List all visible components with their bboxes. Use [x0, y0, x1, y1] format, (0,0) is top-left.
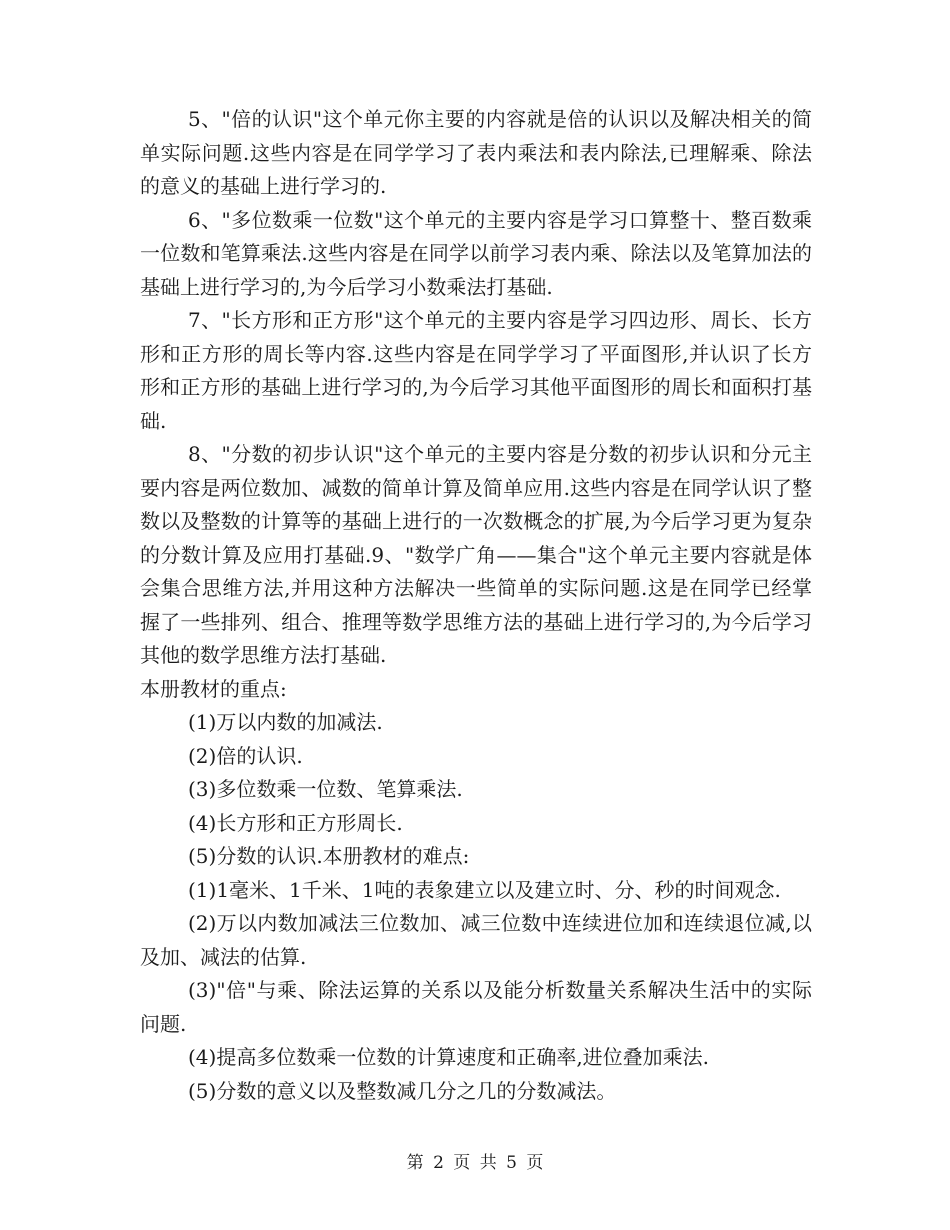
difficulty-item: (3)"倍"与乘、除法运算的关系以及能分析数量关系解决生活中的实际问题.: [140, 978, 812, 1036]
paragraph-5: 5、"倍的认识"这个单元你主要的内容就是倍的认识以及解决相关的简单实际问题.这些内容是在同学学习了表内乘法和表内除法,已理解乘、除法的意义的基础上进行学习的.: [140, 107, 812, 198]
focus-heading: 本册教材的重点:: [140, 676, 287, 701]
paragraph-7: 7、"长方形和正方形"这个单元的主要内容是学习四边形、周长、长方形和正方形的周长等内容.这些内容是在同学学习了平面图形,并认识了长方形和正方形的基础上进行学习的,为今后学习其他平面图形的周长和面积打基础.: [140, 308, 812, 433]
focus-item: (4)长方形和正方形周长.: [188, 810, 403, 835]
paragraph-8: 8、"分数的初步认识"这个单元的主要内容是分数的初步认识和分元主要内容是两位数加、减数的简单计算及简单应用.这些内容是在同学认识了整数以及整数的计算等的基础上进行的一次数概念的扩展,为今后学习更为复杂的分数计算及应用打基础.9、"数学广角——集合"这个单元主要内容就是体会集合思维方法,并用这种方法解决一些简单的实际问题.这是在同学已经掌握了一些排列、组合、推理等数学思维方法的基础上进行学习的,为今后学习其他的数学思维方法打基础.: [140, 442, 812, 667]
difficulty-item: (1)1毫米、1千米、1吨的表象建立以及建立时、分、秒的时间观念.: [188, 877, 781, 902]
paragraph-6: 6、"多位数乘一位数"这个单元的主要内容是学习口算整十、整百数乘一位数和笔算乘法.这些内容是在同学以前学习表内乘、除法以及笔算加法的基础上进行学习的,为今后学习小数乘法打基础.: [140, 207, 812, 299]
focus-item: (2)倍的认识.: [188, 743, 303, 768]
page-footer: 第 2 页 共 5 页: [406, 1153, 544, 1173]
difficulty-item: (5)分数的意义以及整数减几分之几的分数减法。: [188, 1078, 617, 1103]
focus-item: (3)多位数乘一位数、笔算乘法.: [188, 777, 463, 801]
difficulty-item: (2)万以内数加减法三位数加、减三位数中连续进位加和连续退位减,以及加、减法的估算.: [140, 911, 812, 969]
focus-item: (1)万以内数的加减法.: [188, 710, 383, 734]
difficulty-item: (4)提高多位数乘一位数的计算速度和正确率,进位叠加乘法.: [188, 1045, 710, 1069]
focus-item: (5)分数的认识.本册教材的难点:: [188, 844, 470, 868]
document-body: [140, 103, 812, 1108]
